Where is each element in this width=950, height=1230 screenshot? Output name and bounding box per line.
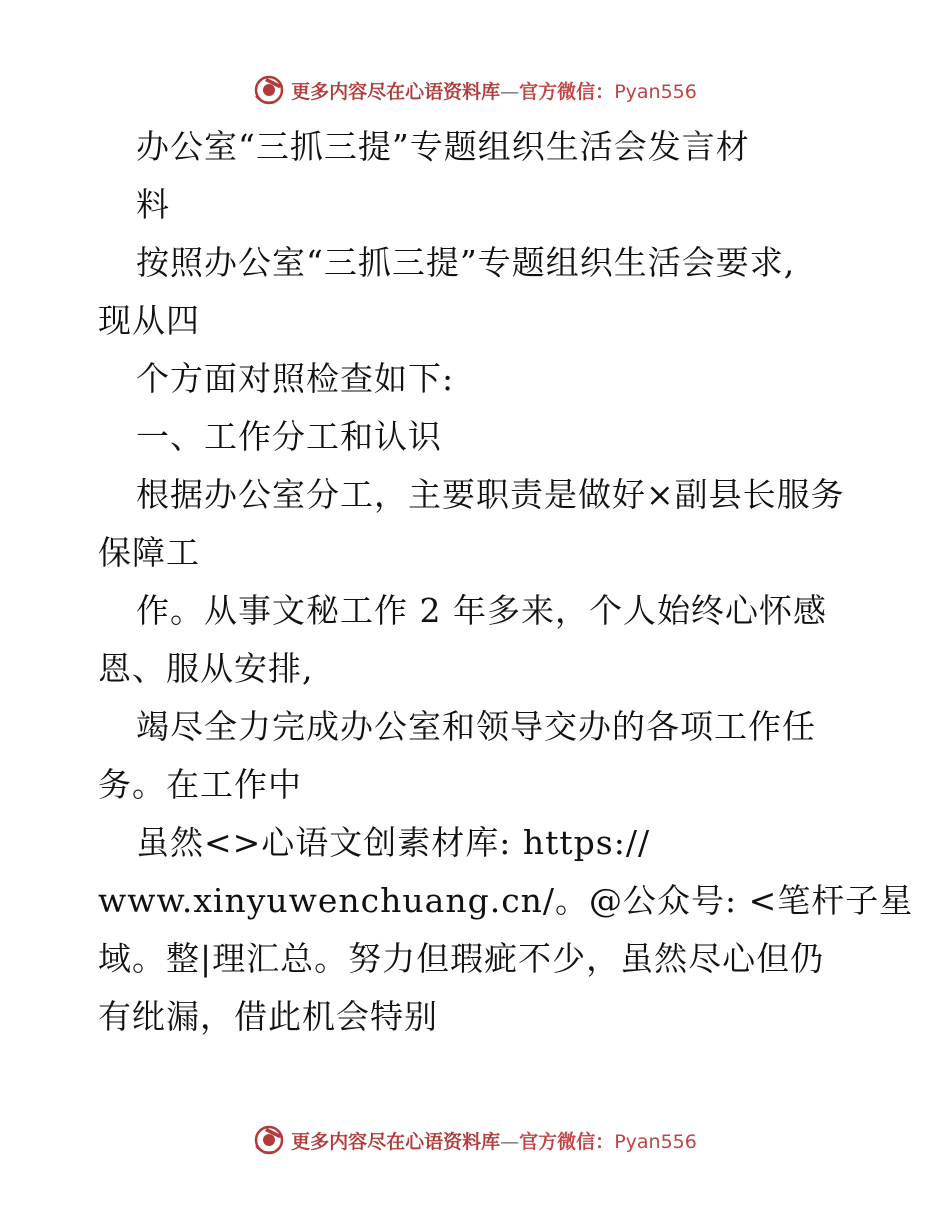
- footer-banner-main: 更多内容尽在心语资料库: [291, 1130, 501, 1153]
- pen-nib-logo-icon: [253, 1124, 285, 1156]
- footer-banner: [0, 1120, 950, 1160]
- document-title-line-1: 办公室“三抓三提”专题组织生活会发言材: [136, 127, 750, 166]
- paragraph-line: 作。从事文秘工作 2 年多来，个人始终心怀感: [136, 591, 827, 630]
- paragraph-line: 有纰漏，借此机会特别: [98, 997, 438, 1036]
- header-banner-main: 更多内容尽在心语资料库: [291, 80, 501, 103]
- paragraph-line: 域。整|理汇总。努力但瑕疵不少，虽然尽心但仍: [98, 939, 825, 978]
- paragraph-line: www.xinyuwenchuang.cn/。@公众号: <笔杆子星: [98, 881, 914, 920]
- paragraph-line: 个方面对照检查如下:: [136, 359, 455, 398]
- header-banner-separator: —: [500, 80, 520, 103]
- paragraph-line: 根据办公室分工，主要职责是做好×副县长服务: [136, 475, 845, 514]
- header-banner-text: [291, 77, 697, 104]
- paragraph-line: 虽然<>心语文创素材库: https://: [136, 823, 651, 862]
- footer-banner-text: [291, 1127, 697, 1154]
- document-title-line-2: 料: [136, 185, 170, 224]
- paragraph-line: 保障工: [98, 533, 200, 572]
- footer-banner-wechat-label: 官方微信：: [519, 1130, 615, 1153]
- document-body: [98, 118, 914, 1046]
- paragraph-line: 现从四: [98, 301, 200, 340]
- paragraph-line: 务。在工作中: [98, 765, 302, 804]
- footer-banner-wechat-id: Pyan556: [614, 1130, 697, 1153]
- footer-banner-separator: —: [500, 1130, 520, 1153]
- header-banner: [0, 70, 950, 110]
- paragraph-line: 恩、服从安排,: [98, 649, 314, 688]
- header-banner-wechat-label: 官方微信：: [519, 80, 615, 103]
- pen-nib-logo-icon: [253, 74, 285, 106]
- paragraph-line: 按照办公室“三抓三提”专题组织生活会要求,: [136, 243, 796, 282]
- section-heading: 一、工作分工和认识: [136, 417, 442, 456]
- paragraph-line: 竭尽全力完成办公室和领导交办的各项工作任: [136, 707, 816, 746]
- header-banner-wechat-id: Pyan556: [614, 80, 697, 103]
